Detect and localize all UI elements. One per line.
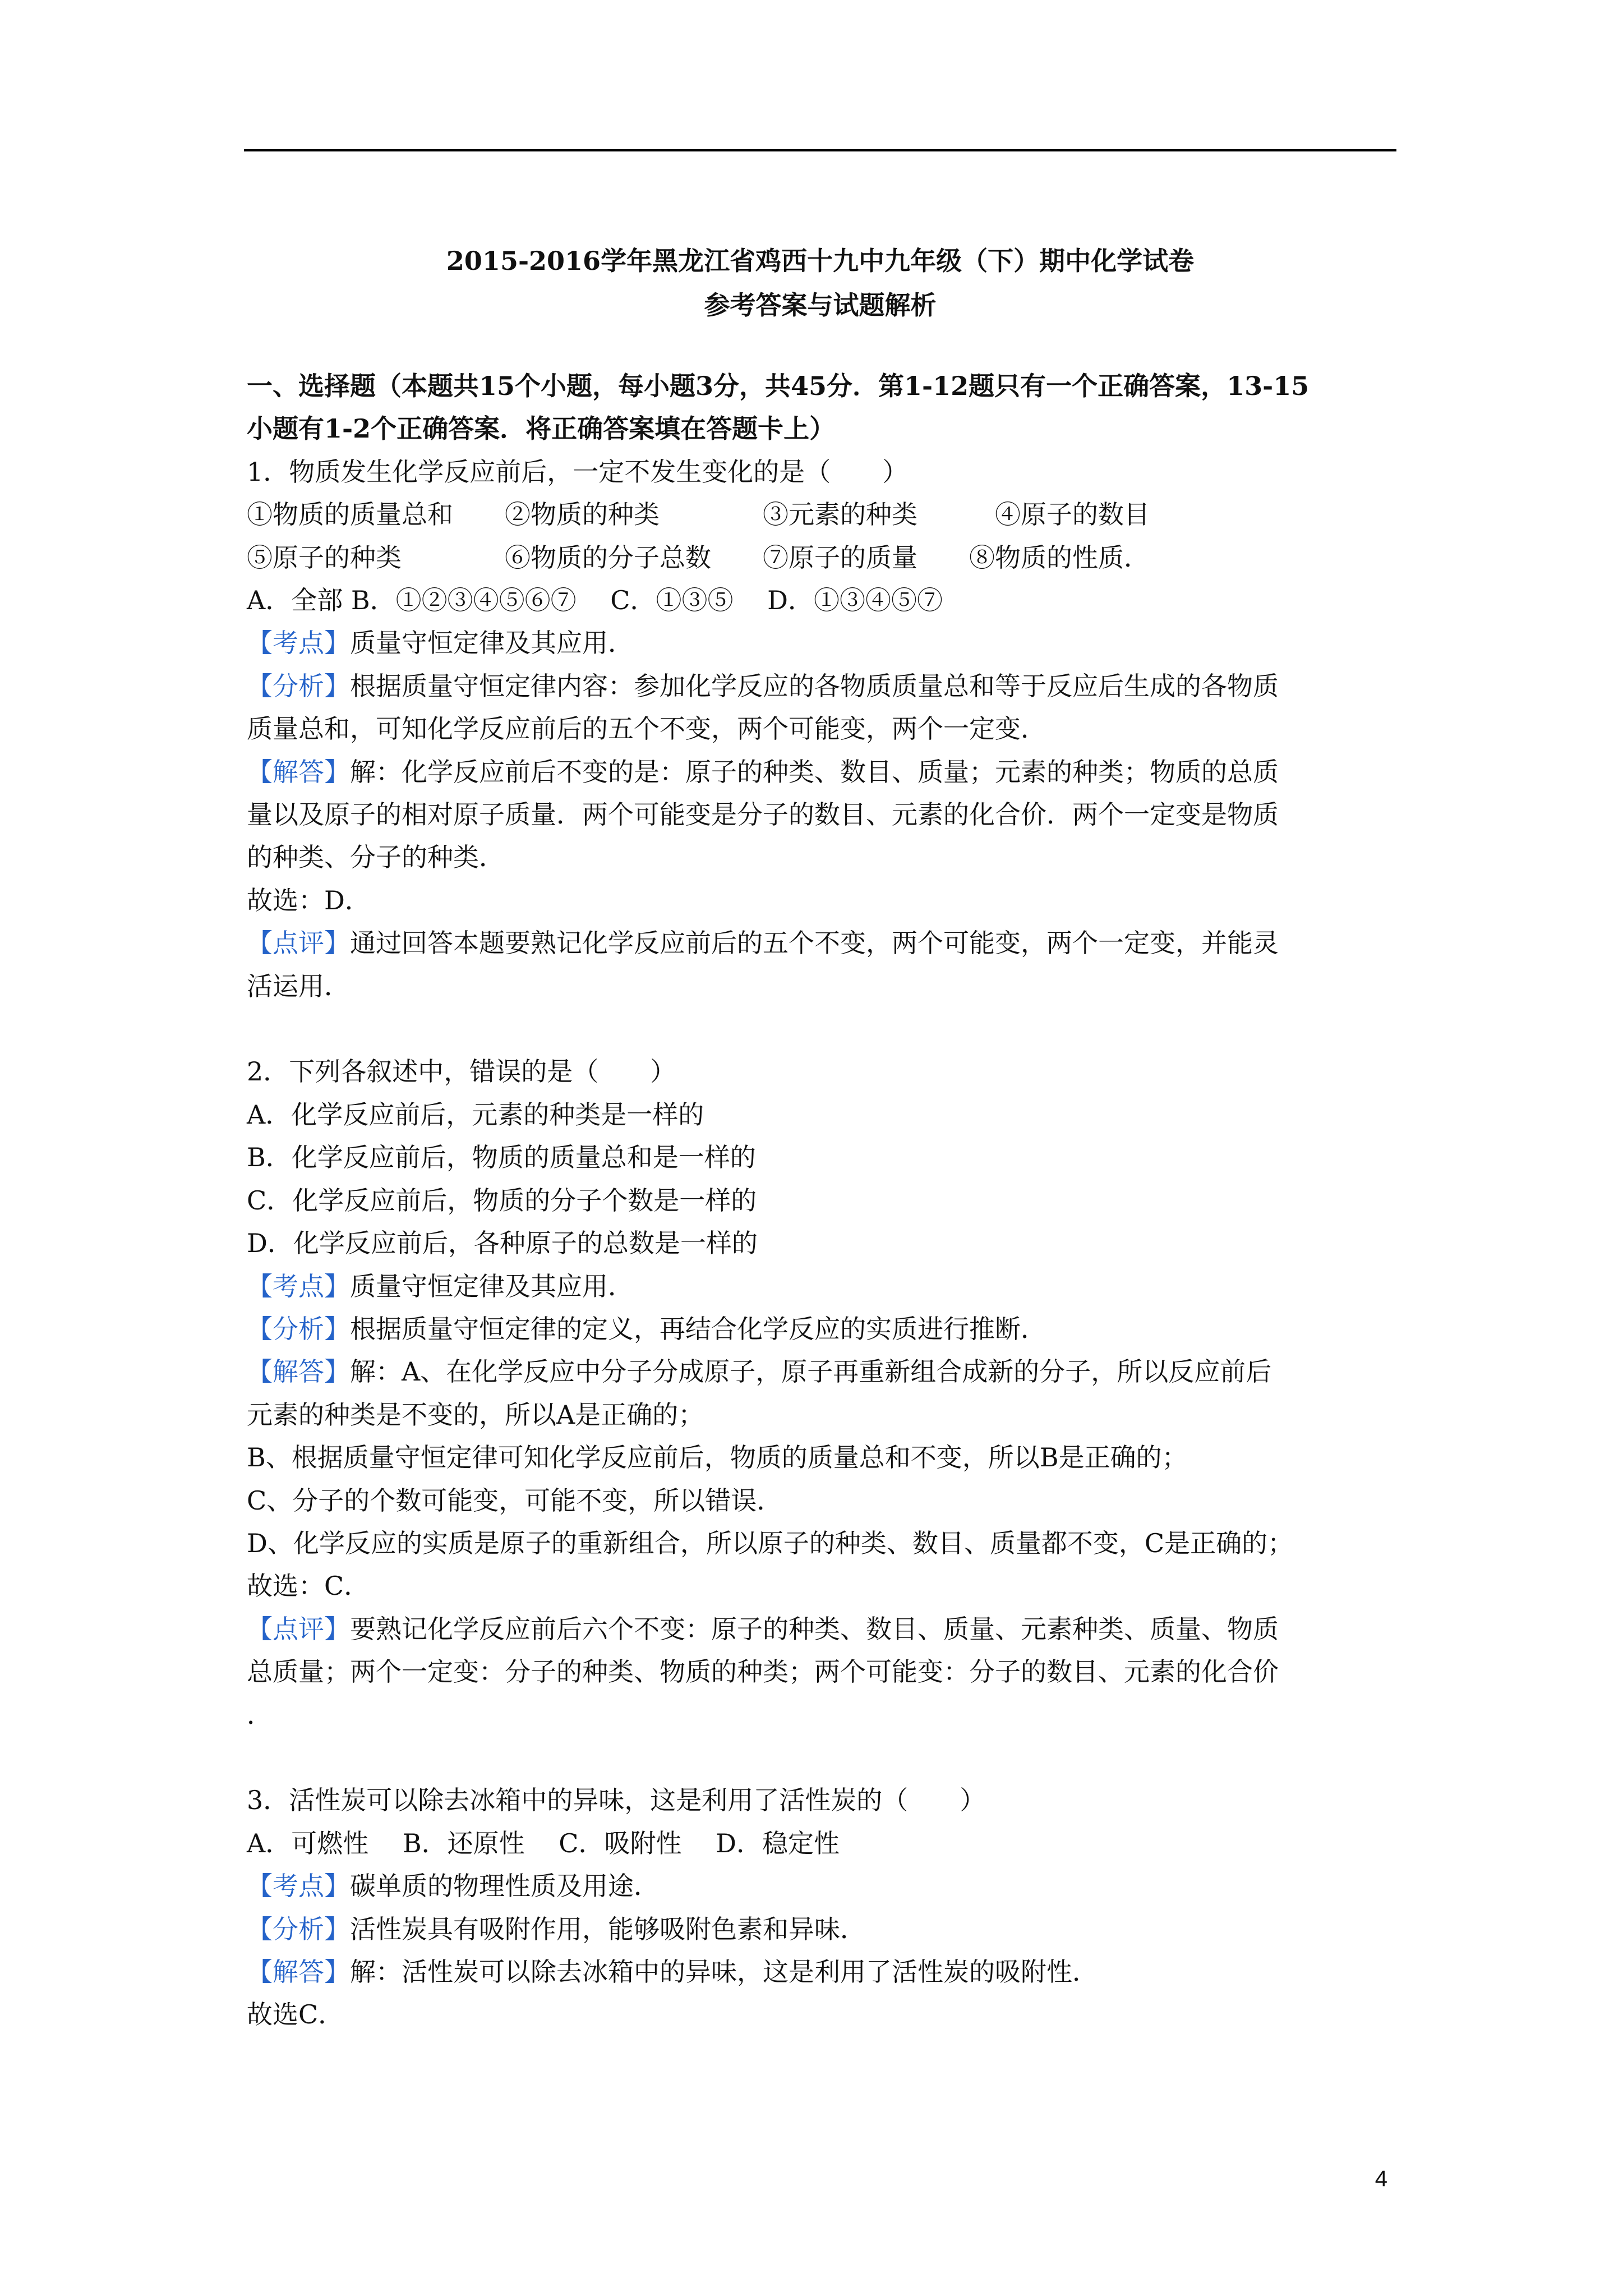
document-body — [247, 365, 1396, 2036]
q2-option-b: B．化学反应前后，物质的质量总和是一样的 — [247, 1142, 756, 1173]
q1-jieda-text: 解：化学反应前后不变的是：原子的种类、数目、质量；元素的种类；物质的总质 — [350, 756, 1279, 787]
q3-kaodian — [247, 1865, 1396, 1907]
fenxi-tag: 【分析】 — [247, 1313, 350, 1344]
q2-stem: 2．下列各叙述中，错误的是（ ） — [247, 1056, 676, 1087]
q2-jieda-cont: B、根据质量守恒定律可知化学反应前后，物质的质量总和不变，所以B是正确的； — [247, 1442, 1188, 1473]
q3-stem: 3．活性炭可以除去冰箱中的异味，这是利用了活性炭的（ ） — [247, 1785, 986, 1816]
q1-answer: 故选：D． — [247, 885, 371, 915]
section-heading-line: 一、选择题（本题共15个小题，每小题3分，共45分．第1-12题只有一个正确答案，13-15 — [247, 371, 1310, 401]
spacer — [247, 1736, 1396, 1779]
q2-jieda-text: 解：A、在化学反应中分子分成原子，原子再重新组合成新的分子，所以反应前后 — [350, 1356, 1272, 1387]
q2-dianping-cont: 总质量；两个一定变：分子的种类、物质的种类；两个可能变：分子的数目、元素的化合价 — [247, 1657, 1279, 1687]
fenxi-tag: 【分析】 — [247, 670, 350, 701]
q2-jieda-cont: C、分子的个数可能变，可能不变，所以错误． — [247, 1485, 783, 1516]
q1-fenxi — [247, 665, 1396, 707]
page-number: 4 — [1375, 2166, 1387, 2191]
fenxi-tag: 【分析】 — [247, 1913, 350, 1944]
q2-jieda-cont: D、化学反应的实质是原子的重新组合，所以原子的种类、数目、质量都不变，C是正确的； — [247, 1527, 1294, 1558]
q2-answer: 故选：C． — [247, 1571, 370, 1602]
page-subtitle: 参考答案与试题解析 — [704, 290, 937, 320]
kaodian-tag: 【考点】 — [247, 628, 350, 659]
q1-jieda — [247, 751, 1396, 793]
q1-kaodian-text: 质量守恒定律及其应用． — [350, 628, 634, 659]
q1-fenxi-text: 根据质量守恒定律内容：参加化学反应的各物质质量总和等于反应后生成的各物质 — [350, 670, 1279, 701]
section-heading-line: 小题有1-2个正确答案．将正确答案填在答题卡上） — [247, 413, 836, 444]
dianping-tag: 【点评】 — [247, 928, 350, 959]
q1-dianping-text: 通过回答本题要熟记化学反应前后的五个不变，两个可能变，两个一定变，并能灵 — [350, 928, 1279, 959]
q2-jieda-cont: 元素的种类是不变的，所以A是正确的； — [247, 1399, 704, 1430]
q1-options: A．全部 B．①②③④⑤⑥⑦ C．①③⑤ D．①③④⑤⑦ — [247, 585, 943, 616]
q2-dianping-text: 要熟记化学反应前后六个不变：原子的种类、数目、质量、元素种类、质量、物质 — [350, 1613, 1279, 1644]
jieda-tag: 【解答】 — [247, 756, 350, 787]
q3-fenxi — [247, 1908, 1396, 1950]
header-rule — [244, 149, 1396, 151]
q1-kaodian — [247, 622, 1396, 664]
q1-items-line: ①物质的质量总和 ②物质的种类 ③元素的种类 ④原子的数目 — [247, 499, 1150, 530]
q2-jieda — [247, 1350, 1396, 1393]
jieda-tag: 【解答】 — [247, 1356, 350, 1387]
q2-kaodian-text: 质量守恒定律及其应用． — [350, 1271, 634, 1301]
q3-options: A．可燃性 B．还原性 C．吸附性 D．稳定性 — [247, 1828, 840, 1858]
dianping-tag: 【点评】 — [247, 1613, 350, 1644]
q3-fenxi-text: 活性炭具有吸附作用，能够吸附色素和异味． — [350, 1913, 866, 1944]
q3-answer: 故选C． — [247, 1999, 344, 2030]
q2-option-c: C．化学反应前后，物质的分子个数是一样的 — [247, 1185, 757, 1216]
q1-dianping-cont: 活运用． — [247, 970, 350, 1001]
q1-fenxi-cont: 质量总和，可知化学反应前后的五个不变，两个可能变，两个一定变． — [247, 714, 1046, 744]
q2-fenxi-text: 根据质量守恒定律的定义，再结合化学反应的实质进行推断． — [350, 1313, 1046, 1344]
q1-stem: 1．物质发生化学反应前后，一定不发生变化的是（ ） — [247, 456, 909, 487]
q2-option-a: A．化学反应前后，元素的种类是一样的 — [247, 1099, 704, 1130]
jieda-tag: 【解答】 — [247, 1957, 350, 1987]
q1-jieda-cont: 的种类、分子的种类． — [247, 842, 505, 873]
spacer — [247, 1007, 1396, 1050]
page-title: 2015-2016学年黑龙江省鸡西十九中九年级（下）期中化学试卷 — [446, 246, 1195, 276]
q2-dianping — [247, 1608, 1396, 1650]
q1-items-line: ⑤原子的种类 ⑥物质的分子总数 ⑦原子的质量 ⑧物质的性质． — [247, 542, 1150, 573]
q2-fenxi — [247, 1308, 1396, 1350]
q3-kaodian-text: 碳单质的物理性质及用途． — [350, 1871, 660, 1902]
q1-dianping — [247, 922, 1396, 964]
q3-jieda-text: 解：活性炭可以除去冰箱中的异味，这是利用了活性炭的吸附性． — [350, 1957, 1098, 1987]
kaodian-tag: 【考点】 — [247, 1871, 350, 1902]
q2-option-d: D．化学反应前后，各种原子的总数是一样的 — [247, 1228, 758, 1259]
q1-jieda-cont: 量以及原子的相对原子质量．两个可能变是分子的数目、元素的化合价．两个一定变是物质 — [247, 799, 1279, 830]
q3-jieda — [247, 1950, 1396, 1993]
kaodian-tag: 【考点】 — [247, 1271, 350, 1301]
q2-dianping-cont: ． — [247, 1699, 273, 1730]
q2-kaodian — [247, 1265, 1396, 1308]
